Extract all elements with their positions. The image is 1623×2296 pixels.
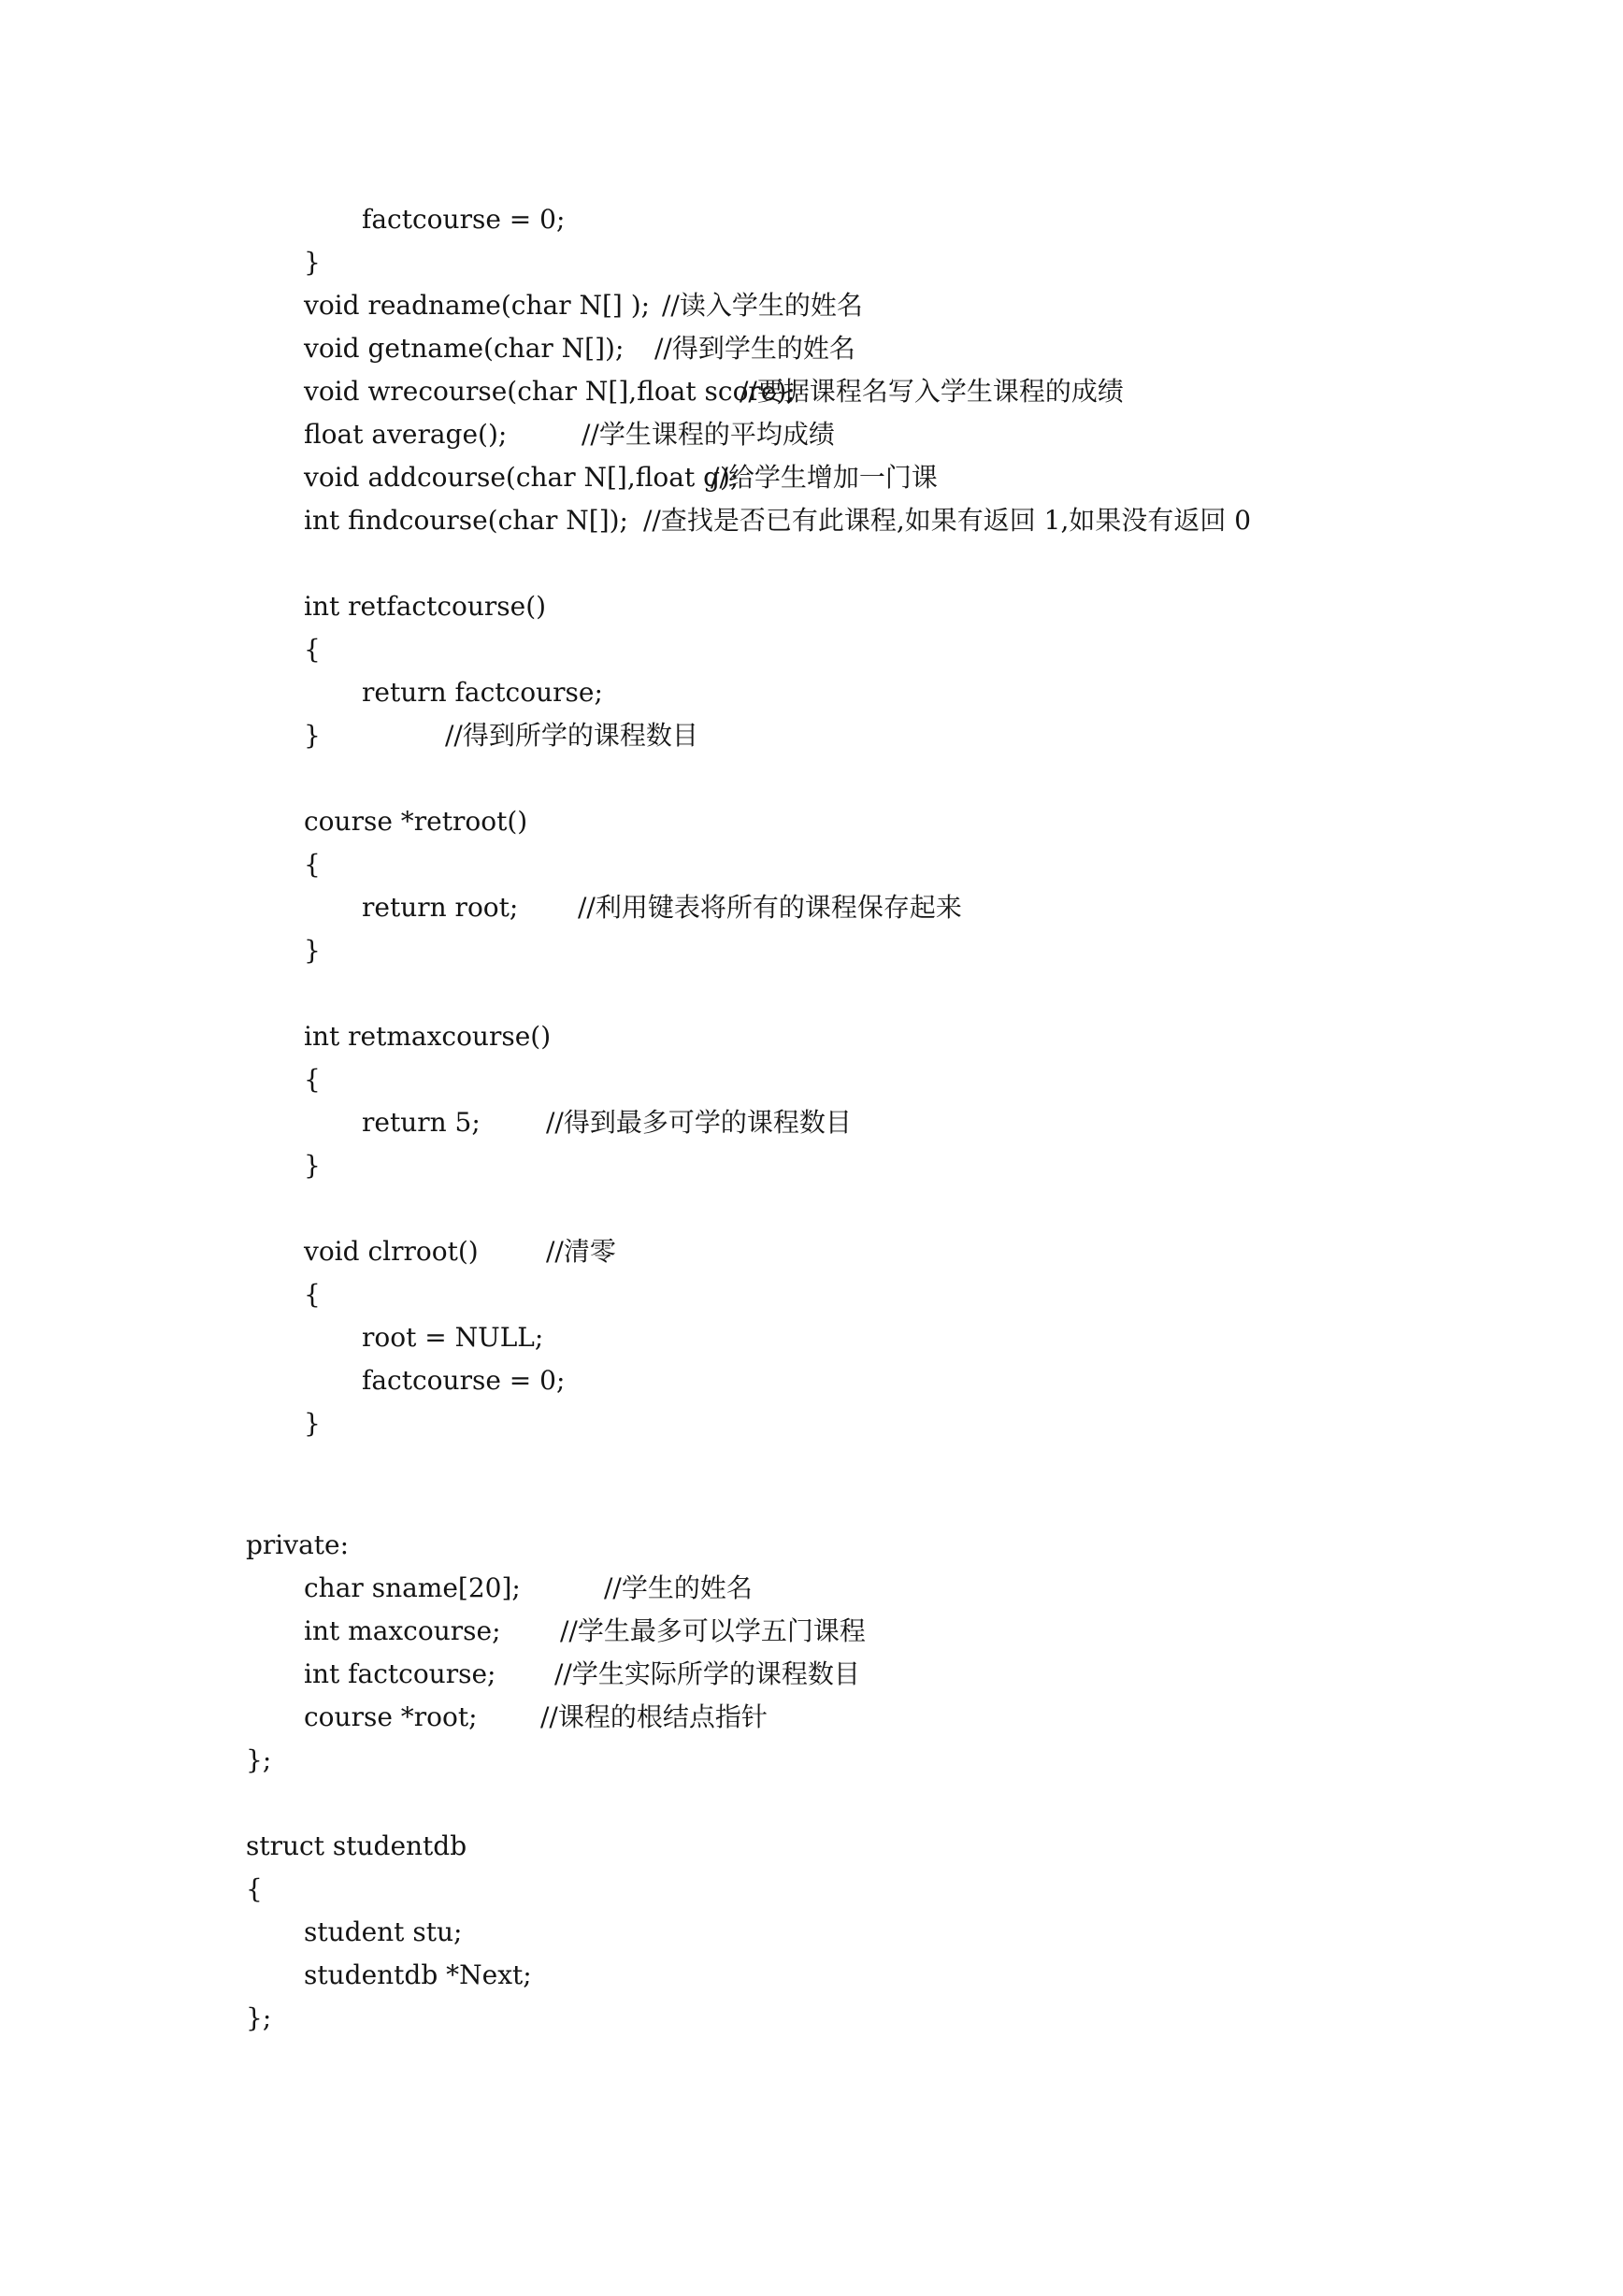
code-line: void readname(char N[] ); [304,290,651,321]
code-line: } [304,247,321,278]
code-comment: //给学生增加一门课 [711,462,938,493]
code-comment: //学生最多可以学五门课程 [560,1615,866,1646]
code-line: course *root; [304,1701,478,1732]
code-line: { [304,849,321,880]
code-line: course *retroot() [304,806,528,837]
code-comment: //要据课程名写入学生课程的成绩 [740,376,1124,407]
code-line: { [304,1064,321,1095]
code-comment: //学生的姓名 [604,1572,753,1603]
code-line: } [304,935,321,966]
code-line: } [304,1408,321,1439]
code-line: void clrroot() [304,1236,479,1267]
code-line: float average(); [304,419,508,450]
code-line: struct studentdb [246,1830,467,1861]
code-line: void getname(char N[]); [304,333,625,364]
code-line: int retfactcourse() [304,591,547,622]
code-line: root = NULL; [362,1322,544,1353]
code-line: void wrecourse(char N[],float score); [304,376,796,407]
code-line: int retmaxcourse() [304,1021,552,1052]
code-line: void addcourse(char N[],float g); [304,462,740,493]
code-line: }; [246,1744,272,1775]
code-line: return 5; [362,1107,481,1138]
code-comment: //查找是否已有此课程,如果有返回 1,如果没有返回 0 [643,505,1252,536]
code-line: studentdb *Next; [304,1959,532,1990]
code-line: private: [246,1529,350,1560]
code-comment: //清零 [546,1236,616,1267]
code-line: student stu; [304,1916,463,1947]
code-comment: //得到最多可学的课程数目 [546,1107,852,1138]
code-line: }; [246,2002,272,2033]
code-line: char sname[20]; [304,1572,521,1603]
code-line: factcourse = 0; [362,204,566,235]
code-line: } [304,1150,321,1181]
code-comment: //读入学生的姓名 [662,290,863,321]
code-line: return root; [362,892,519,923]
code-comment: //学生实际所学的课程数目 [554,1658,860,1689]
code-line: int findcourse(char N[]); [304,505,628,536]
code-comment: //学生课程的平均成绩 [582,419,835,450]
code-line: { [304,1279,321,1310]
code-comment: //利用键表将所有的课程保存起来 [578,892,962,923]
code-comment: //课程的根结点指针 [540,1701,768,1732]
code-comment: //得到学生的姓名 [654,333,855,364]
code-line: } [304,720,321,751]
code-line: { [304,634,321,665]
code-line: int maxcourse; [304,1615,501,1646]
code-comment: //得到所学的课程数目 [445,720,698,751]
code-line: { [246,1873,263,1904]
code-line: return factcourse; [362,677,603,708]
code-line: factcourse = 0; [362,1365,566,1396]
code-line: int factcourse; [304,1658,496,1689]
